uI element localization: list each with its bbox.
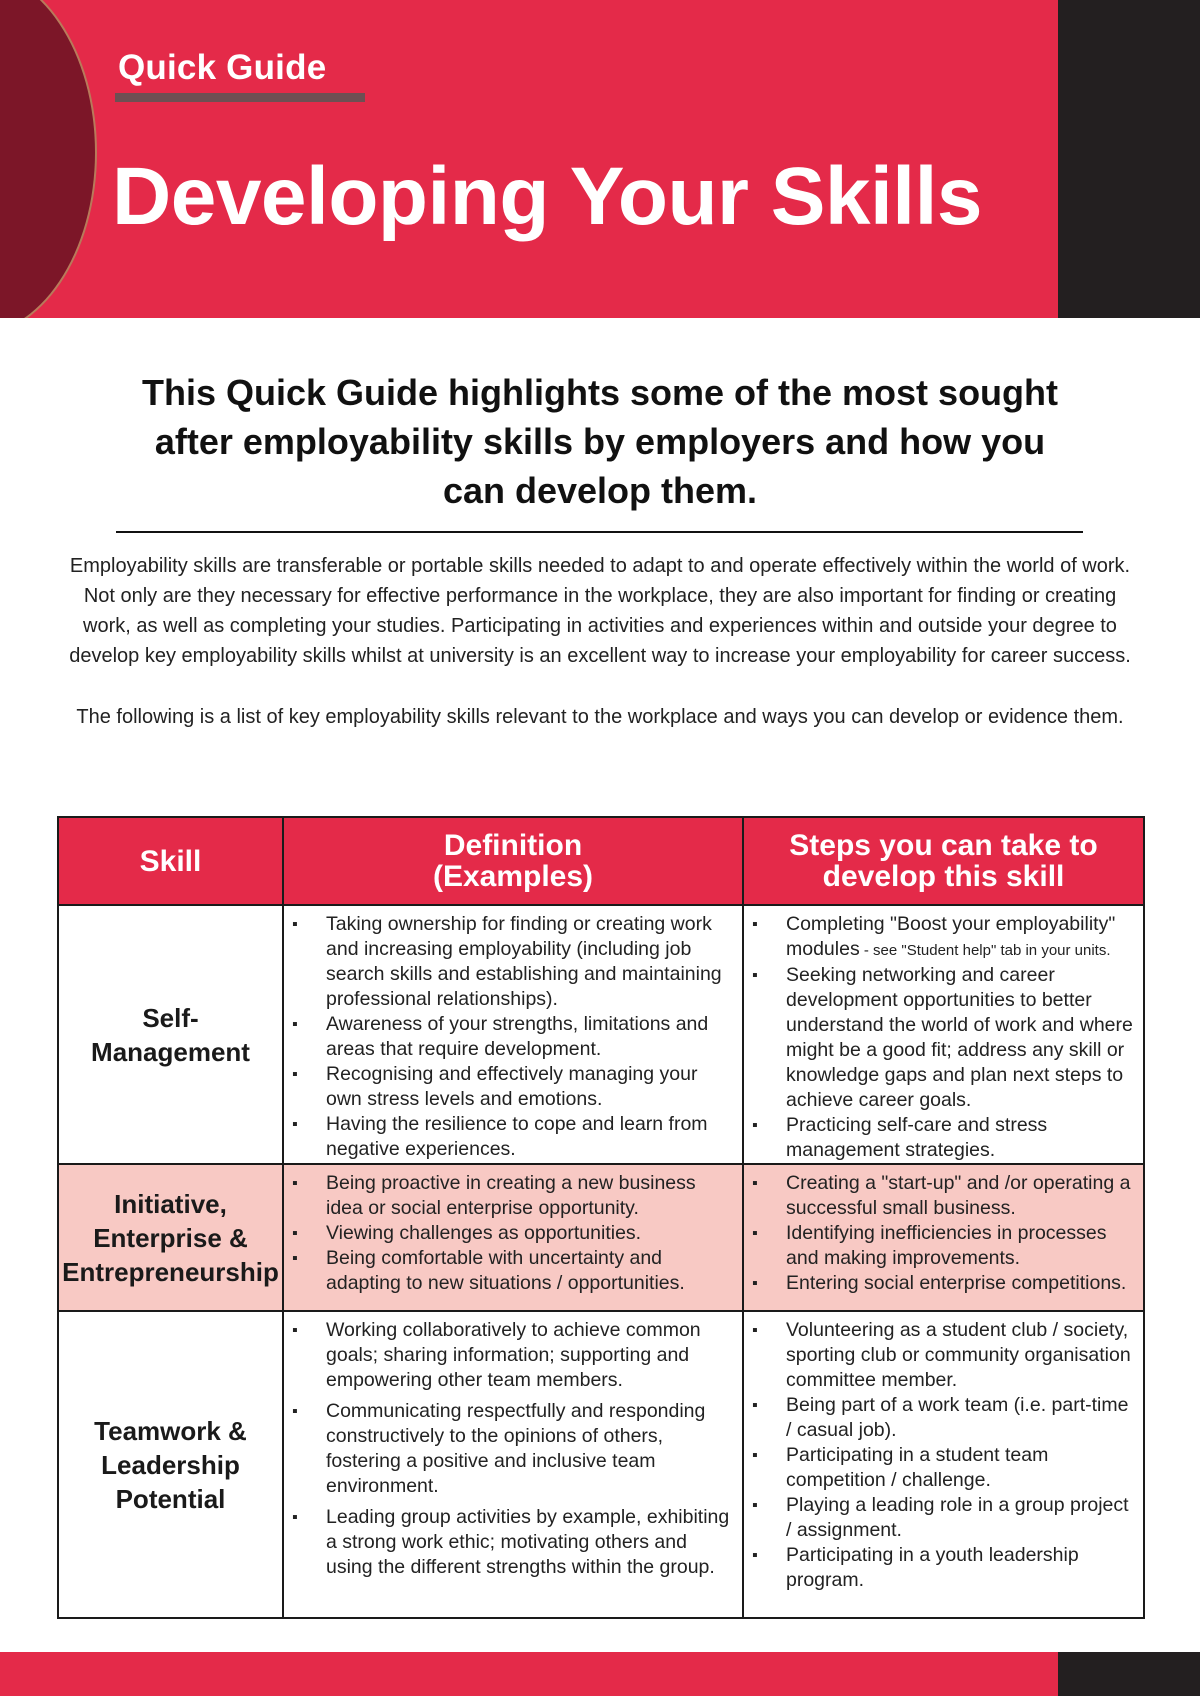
definition-cell — [283, 1164, 743, 1311]
definition-header-line: (Examples) — [432, 860, 594, 893]
column-header-definition — [283, 817, 743, 905]
footer-bar — [0, 1652, 1058, 1696]
table-row — [58, 1164, 1144, 1311]
list-item: ▪ Participating in a student team competition / challenge. — [752, 1444, 1049, 1491]
column-header-skill: Skill — [58, 817, 283, 905]
list-item: ▪ Being part of a work team (i.e. part-time / casual job). — [752, 1394, 1129, 1441]
steps-cell — [743, 905, 1144, 1164]
definition-cell — [283, 1311, 743, 1618]
list-item: ▪ Entering social enterprise competitions. — [752, 1272, 1127, 1294]
list-item: ▪ Completing "Boost your employability" modules - see "Student help" tab in your units. — [752, 913, 1116, 960]
list-item: ▪ Playing a leading role in a group project / assignment. — [752, 1494, 1129, 1541]
list-item: ▪ Being comfortable with uncertainty and adapting to new situations / opportunities. — [292, 1247, 685, 1294]
table-row — [58, 1311, 1144, 1618]
list-item: ▪ Communicating respectfully and responding constructively to the opinions of others, fostering a positive and inclusive team environment. — [292, 1400, 706, 1497]
list-item: ▪ Leading group activities by example, exhibiting a strong work ethic; motivating others and using the different strengths within the group. — [292, 1506, 730, 1578]
skill-name: Initiative, Enterprise & Entrepreneurship — [58, 1164, 283, 1311]
list-item: ▪ Volunteering as a student club / society, sporting club or community organisation committee member. — [752, 1319, 1131, 1391]
list-item: ▪ Being proactive in creating a new business idea or social enterprise opportunity. — [292, 1172, 696, 1219]
definition-cell — [283, 905, 743, 1164]
kicker-underline — [115, 93, 365, 102]
decorative-circle — [0, 0, 95, 318]
list-item: ▪ Viewing challenges as opportunities. — [292, 1222, 642, 1244]
header-dark-block — [1058, 0, 1200, 318]
column-header-steps: Steps you can take to develop this skill — [743, 817, 1144, 905]
definition-header-line: Definition — [443, 829, 583, 862]
list-item: ▪ Taking ownership for finding or creating work and increasing employability (including job search skills and establishing and maintaining professional relationships). — [292, 913, 722, 1010]
table-header-row — [58, 817, 1144, 905]
list-item: ▪ Recognising and effectively managing your own stress levels and emotions. — [292, 1063, 698, 1110]
skills-table — [57, 816, 1145, 1619]
intro-paragraph: The following is a list of key employability skills relevant to the workplace and ways you can develop or evidence them. — [76, 706, 1124, 728]
header-banner — [0, 0, 1058, 318]
subheading: This Quick Guide highlights some of the most sought after employability skills by employers and how you can develop them. — [141, 372, 1059, 511]
list-item: ▪ Creating a "start-up" and /or operating a successful small business. — [752, 1172, 1131, 1219]
skill-name: Teamwork & Leadership Potential — [58, 1311, 283, 1618]
skill-name: Self- Management — [58, 905, 283, 1164]
list-item-note: - see "Student help" tab in your units. — [859, 942, 1111, 959]
steps-cell — [743, 1164, 1144, 1311]
intro-text — [62, 551, 1138, 763]
subheading-divider — [116, 531, 1083, 533]
list-item: ▪ Having the resilience to cope and learn from negative experiences. — [292, 1113, 708, 1160]
page-title: Developing Your Skills — [112, 151, 982, 242]
steps-cell — [743, 1311, 1144, 1618]
list-item: ▪ Seeking networking and career development opportunities to better understand the world of work and where might be a good fit; address any skill or knowledge gaps and plan next steps to achieve career goals. — [752, 964, 1133, 1111]
guide-kicker: Quick Guide — [118, 48, 327, 87]
table-row — [58, 905, 1144, 1164]
list-item: ▪ Identifying inefficiencies in processes and making improvements. — [752, 1222, 1107, 1269]
list-item: ▪ Practicing self-care and stress management strategies. — [752, 1114, 1048, 1161]
footer-dark-block — [1058, 1652, 1200, 1696]
list-item: ▪ Participating in a youth leadership program. — [752, 1544, 1079, 1591]
intro-paragraph: Employability skills are transferable or portable skills needed to adapt to and operate effectively within the world of work. Not only are they necessary for effective performance in the workplace, they are also important for finding or creating work, as well as completing your studies. Participating in activities and experiences within and outside your degree to develop key employability skills whilst at university is an excellent way to increase your employability for career success. — [69, 555, 1131, 667]
list-item: ▪ Awareness of your strengths, limitations and areas that require development. — [292, 1013, 709, 1060]
list-item: ▪ Working collaboratively to achieve common goals; sharing information; supporting and empowering other team members. — [292, 1319, 701, 1391]
